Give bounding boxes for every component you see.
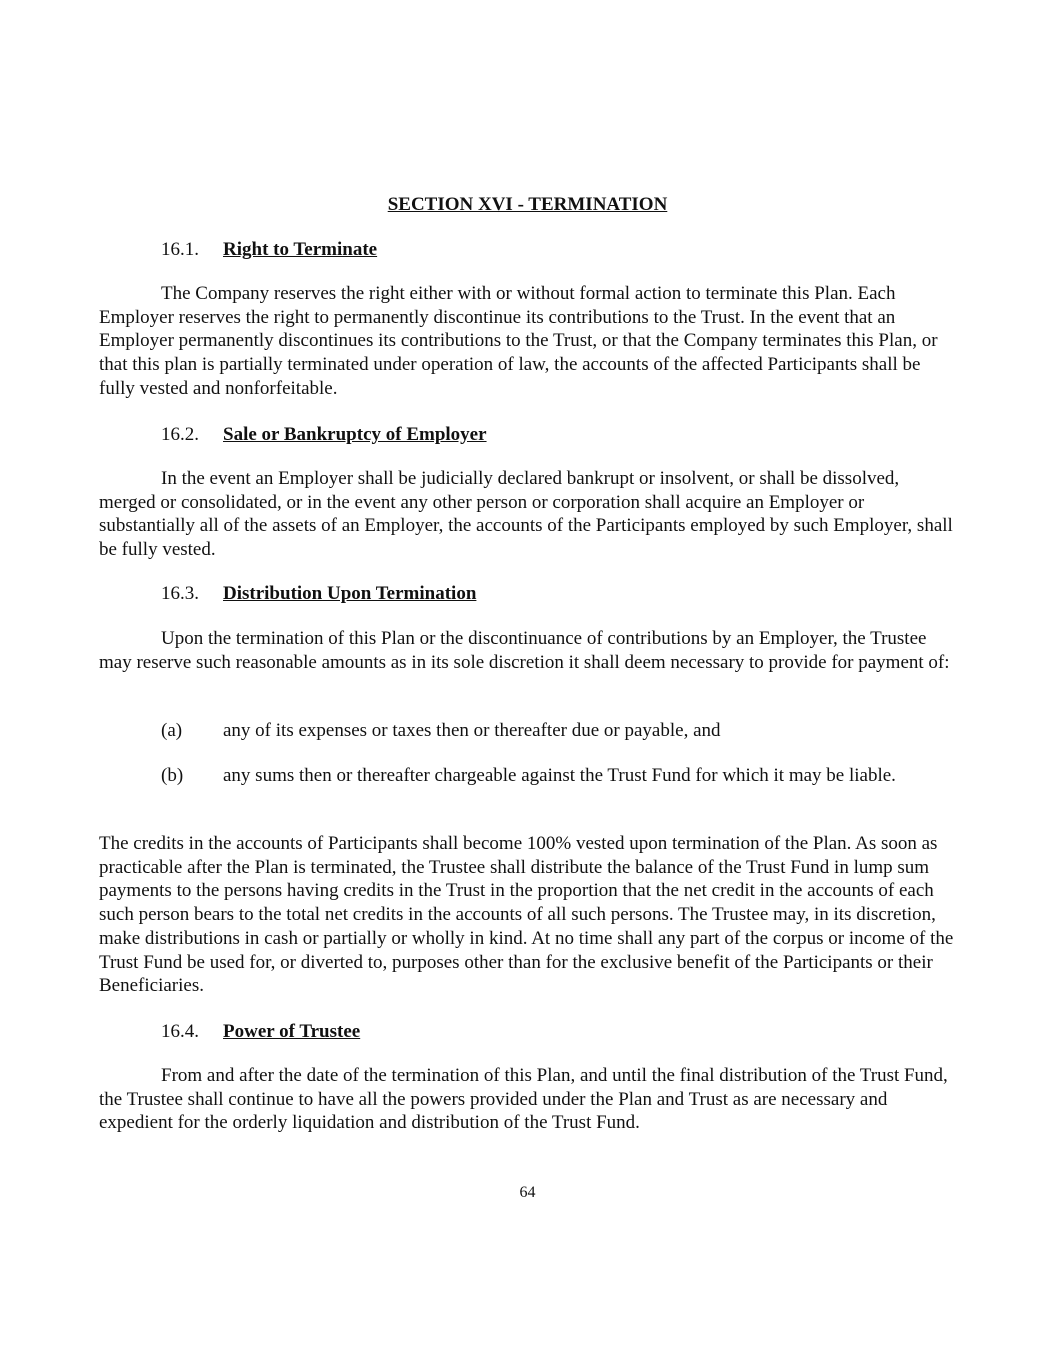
- heading-16-3: [161, 582, 476, 605]
- paragraph-16-3: Upon the termination of this Plan or the discontinuance of contributions by an Employer, the Trustee may reserve such reasonable amounts as in its sole discretion it shall deem necessary to provide for payment of:: [99, 628, 950, 673]
- heading-16-2: [161, 423, 487, 446]
- heading-number: 16.2.: [161, 424, 199, 445]
- heading-number: 16.3.: [161, 583, 199, 604]
- list-item-text: any sums then or thereafter chargeable against the Trust Fund for which it may be liable.: [223, 765, 896, 786]
- heading-16-4: [161, 1020, 360, 1043]
- heading-title: Power of Trustee: [223, 1021, 361, 1042]
- list-item-label: (a): [161, 720, 183, 741]
- heading-title: Sale or Bankruptcy of Employer: [223, 424, 487, 445]
- paragraph-16-3-closing: The credits in the accounts of Participants shall become 100% vested upon termination of the Plan. As soon as practicable after the Plan is terminated, the Trustee shall distribute the balance of the Trust Fund in lump sum payments to the persons having credits in the Trust in the proportion that the net credit in the accounts of each such person bears to the total net credits in the accounts of all such persons. The Trustee may, in its discretion, make distributions in cash or partially or wholly in kind. At no time shall any part of the corpus or income of the Trust Fund be used for, or diverted to, purposes other than for the exclusive benefit of the Participants or their Beneficiaries.: [99, 833, 954, 997]
- list-item-label: (b): [161, 765, 184, 786]
- section-title: SECTION XVI - TERMINATION: [387, 194, 668, 215]
- list-item-a: [161, 719, 921, 743]
- paragraph-16-1: The Company reserves the right either with or without formal action to terminate this Plan. Each Employer reserves the right to permanently discontinue its contributions to the Trust. In the event that an Employer permanently discontinues its contributions to the Trust, or that the Company terminates this Plan, or that this plan is partially terminated under operation of law, the accounts of the affected Participants shall be fully vested and nonforfeitable.: [99, 283, 938, 399]
- heading-number: 16.4.: [161, 1021, 199, 1042]
- heading-title: Distribution Upon Termination: [223, 583, 477, 604]
- paragraph-16-4: From and after the date of the termination of this Plan, and until the final distribution of the Trust Fund, the Trustee shall continue to have all the powers provided under the Plan and Trust as are necessary and expedient for the orderly liquidation and distribution of the Trust Fund.: [99, 1065, 948, 1134]
- page-number: 64: [519, 1184, 536, 1201]
- heading-title: Right to Terminate: [223, 239, 378, 260]
- paragraph-16-2: In the event an Employer shall be judicially declared bankrupt or insolvent, or shall be dissolved, merged or consolidated, or in the event any other person or corporation shall acquire an Employer or substantially all of the assets of an Employer, the accounts of the Participants employed by such Employer, shall be fully vested.: [99, 468, 953, 561]
- heading-number: 16.1.: [161, 239, 199, 260]
- heading-16-1: [161, 238, 377, 261]
- list-item-text: any of its expenses or taxes then or thereafter due or payable, and: [223, 720, 721, 741]
- list-item-b: [161, 764, 921, 788]
